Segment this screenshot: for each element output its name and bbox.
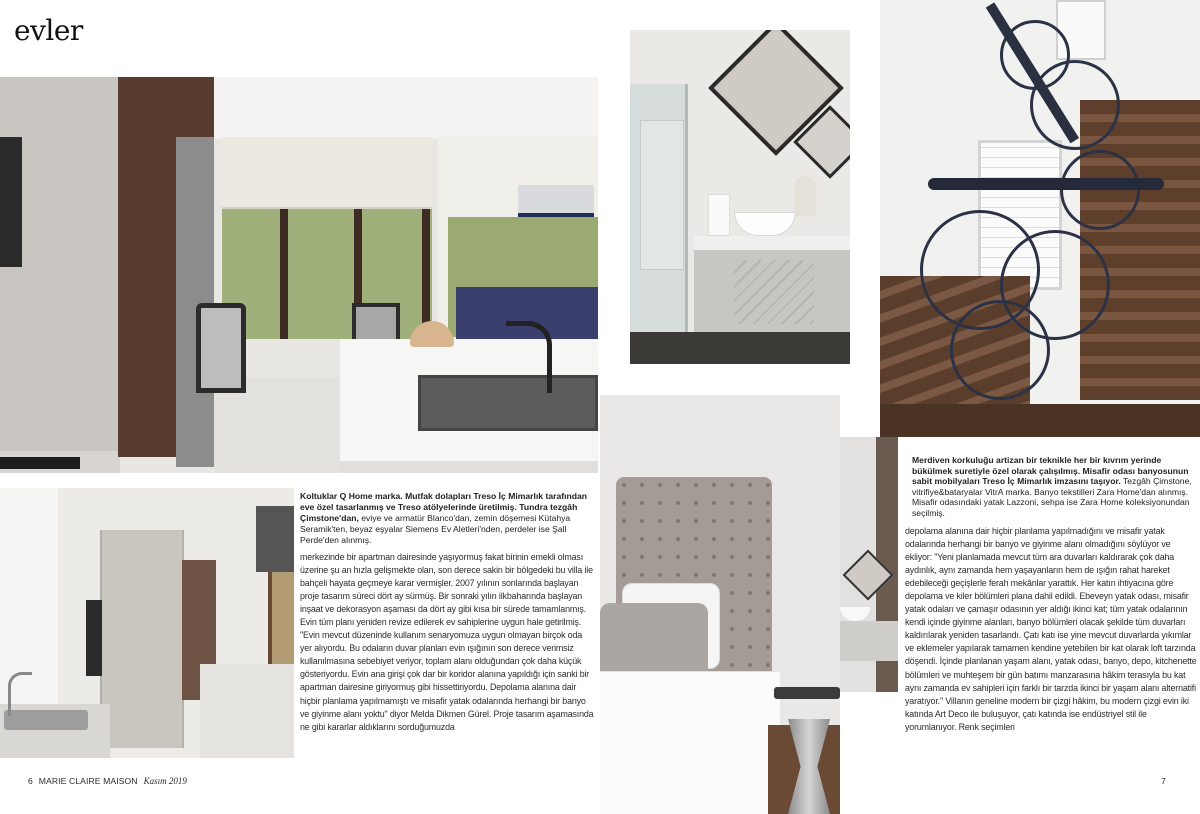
kitchen-photo-2 bbox=[0, 488, 294, 758]
bathroom-photo-2 bbox=[840, 437, 898, 692]
stairs-handrail bbox=[928, 178, 1164, 190]
bathroom-floor bbox=[630, 332, 850, 364]
caption-left-bold: Koltuklar Q Home marka. Mutfak dolapları Treso İç Mimarlık tarafından eve özel tasarlanmış ve Treso atölyelerinde üretilmiş. Tundra tezgâh Çimstone'dan, bbox=[300, 491, 588, 523]
caption-left bbox=[300, 491, 596, 546]
bathroom-photo bbox=[630, 30, 850, 364]
bathroom-flowers bbox=[794, 176, 816, 216]
kitchen-roman-shade bbox=[222, 137, 432, 209]
bathroom-vanity bbox=[694, 250, 850, 334]
magazine-name: MARIE CLAIRE MAISON bbox=[38, 776, 138, 786]
page-number-right: 7 bbox=[1161, 776, 1166, 786]
kitchen-armchair bbox=[196, 303, 246, 393]
kitchen-hob bbox=[0, 457, 80, 469]
body-text-right: depolama alanına dair hiçbir planlama yapılmadığını ve misafir yatak odalarında herhangi bir banyo ve giyinme alanı olmadığını söylüyor ve ekliyor: "Yeni planlamada mevcut tüm ara duvarları kaldırarak çok daha aydınlık, aynı zamanda hem yaşayanların hem de ışığın rahat hareket edebileceği geçişlerle ferah mekânlar yarattık. Her katın ihtiyacına göre depolama ve kiler bölümleri plana dahil edildi. Ebeveyn yatak odası, misafir yatak odaları ve çamaşır odasının yer aldığı ikinci kat; tüm yatak odalarının kendi içinde giyinme alanları, banyo bölümleri olacak şekilde tüm duvarları kaldırılarak yeniden tasarlandı. Çatı katı ise yine mevcut duvarlarda yıkımlar ve eklemeler yapılarak tamamen kendine yetebilen bir kat olarak loft tarzında döşendi. İçinde planlanan yaşam alanı, yatak odası, banyo, depo, kitchenette bölümleri ve muhteşem bir gün batımı manzarasına hâkim terasıyla bu kat aynı zamanda ev sahipleri için farklı bir tarzda ikinci bir yaşam alanı alternatifi yaratıyor." Villanın geneline modern bir çizgi hâkim, bu modern çizgi evin iki katında Art Deco ile buluşuyor, çatı katında ise endüstriyel stil ile yorumlanıyor. Renk seçimleri bbox=[905, 526, 1197, 732]
bathroom-towel bbox=[708, 194, 730, 236]
bedside-tray bbox=[774, 687, 840, 699]
kitchen2-island bbox=[200, 664, 294, 758]
staircase-photo bbox=[880, 0, 1200, 437]
kitchen-photo bbox=[0, 77, 598, 473]
bathroom2-basin bbox=[840, 607, 870, 621]
kitchen-ceiling bbox=[214, 77, 598, 139]
caption-right-bold: Merdiven korkuluğu artizan bir teknikle her bir kıvrım yerinde bükülmek suretiyle özel olarak çalışılmış. Misafir odası banyosunun sabit mobilyaları Treso İç Mimarlık imzasını taşıyor. bbox=[912, 455, 1189, 487]
kitchen2-shade bbox=[256, 506, 294, 572]
kitchen2-tall-cabinet bbox=[100, 530, 184, 748]
bathroom-shower bbox=[640, 120, 684, 270]
stairs-floor bbox=[880, 404, 1200, 437]
bathroom-basin bbox=[734, 212, 796, 236]
kitchen-tap bbox=[506, 321, 552, 393]
kitchen2-oven bbox=[86, 600, 102, 676]
stairs-rail-loop bbox=[1060, 150, 1140, 230]
bedroom-photo bbox=[600, 395, 840, 814]
kitchen-dark-panel bbox=[0, 137, 22, 267]
bed-sheet bbox=[600, 671, 780, 814]
page-number-left: 6 bbox=[28, 776, 33, 786]
kitchen2-tap bbox=[8, 672, 32, 716]
kitchen-curtain bbox=[176, 137, 214, 467]
bathroom-counter bbox=[694, 236, 850, 250]
section-title: evler bbox=[14, 14, 83, 47]
footer-left bbox=[28, 776, 187, 786]
caption-right-regular: Tezgâh Çimstone, vitrifiye&bataryalar VitrA marka. Banyo tekstilleri Zara Home'dan alınmış. Misafir odasındaki yatak Lazzoni, sehpa ise Zara Home koleksiyonundan seçilmiş. bbox=[912, 476, 1192, 518]
kitchen-garden-window bbox=[222, 209, 432, 339]
caption-left-regular: eviye ve armatür Blanco'dan, zemin döşemesi Kütahya Seramik'ten, beyaz eşyalar Siemens Ev Aletleri'nden, perdeler ise Şall Perde'den alınmış. bbox=[300, 513, 571, 545]
issue-date: Kasım 2019 bbox=[143, 776, 187, 786]
caption-right bbox=[912, 455, 1200, 519]
body-text-left: merkezinde bir apartman dairesinde yaşıyormuş fakat birinin emekli olması üzerine şu an hızla gelişmekte olan, son derece sakin bir bölgedeki bu villa ile bahçeli hayata geçmeye karar vermişler. 2007 yılının sonlarında başlayan proje tasarım süreci dört ay sürmüş. Bir sonraki yılın ilkbaharında başlayan inşaat ve dekorasyon aşaması da dört ay gibi kısa bir sürede tamamlanmış. Evin tüm planı yeniden revize edilerek ev sahiplerine uygun hale getirilmiş. "Evin mevcut düzeninde kullanım senaryomuza uygun olmayan birçok oda yer alıyordu. Bu odaların duvar planları evin ışığının son derece verimsiz kullanılmasına sebebiyet veriyor, toplam alanı olduğundan çok daha küçük gösteriyordu. Evin ana girişi çok dar bir koridor alanına yapıldığı için sanki bir apartman dairesine giriyormuş gibi hissettiriyordu. Depolama alanına dair hiçbir planlama yapılmamıştı ve misafir yatak odalarında herhangi bir banyo ve giyinme alanı yoktu" diyor Melda Dikmen Gürel. Proje tasarım aşamasında ne gibi kararlar aldıklarını sorduğumuzda bbox=[300, 552, 594, 732]
stairs-rail-loop bbox=[950, 300, 1050, 400]
bathroom2-vanity bbox=[840, 621, 898, 661]
kitchen-chandelier bbox=[518, 185, 594, 217]
